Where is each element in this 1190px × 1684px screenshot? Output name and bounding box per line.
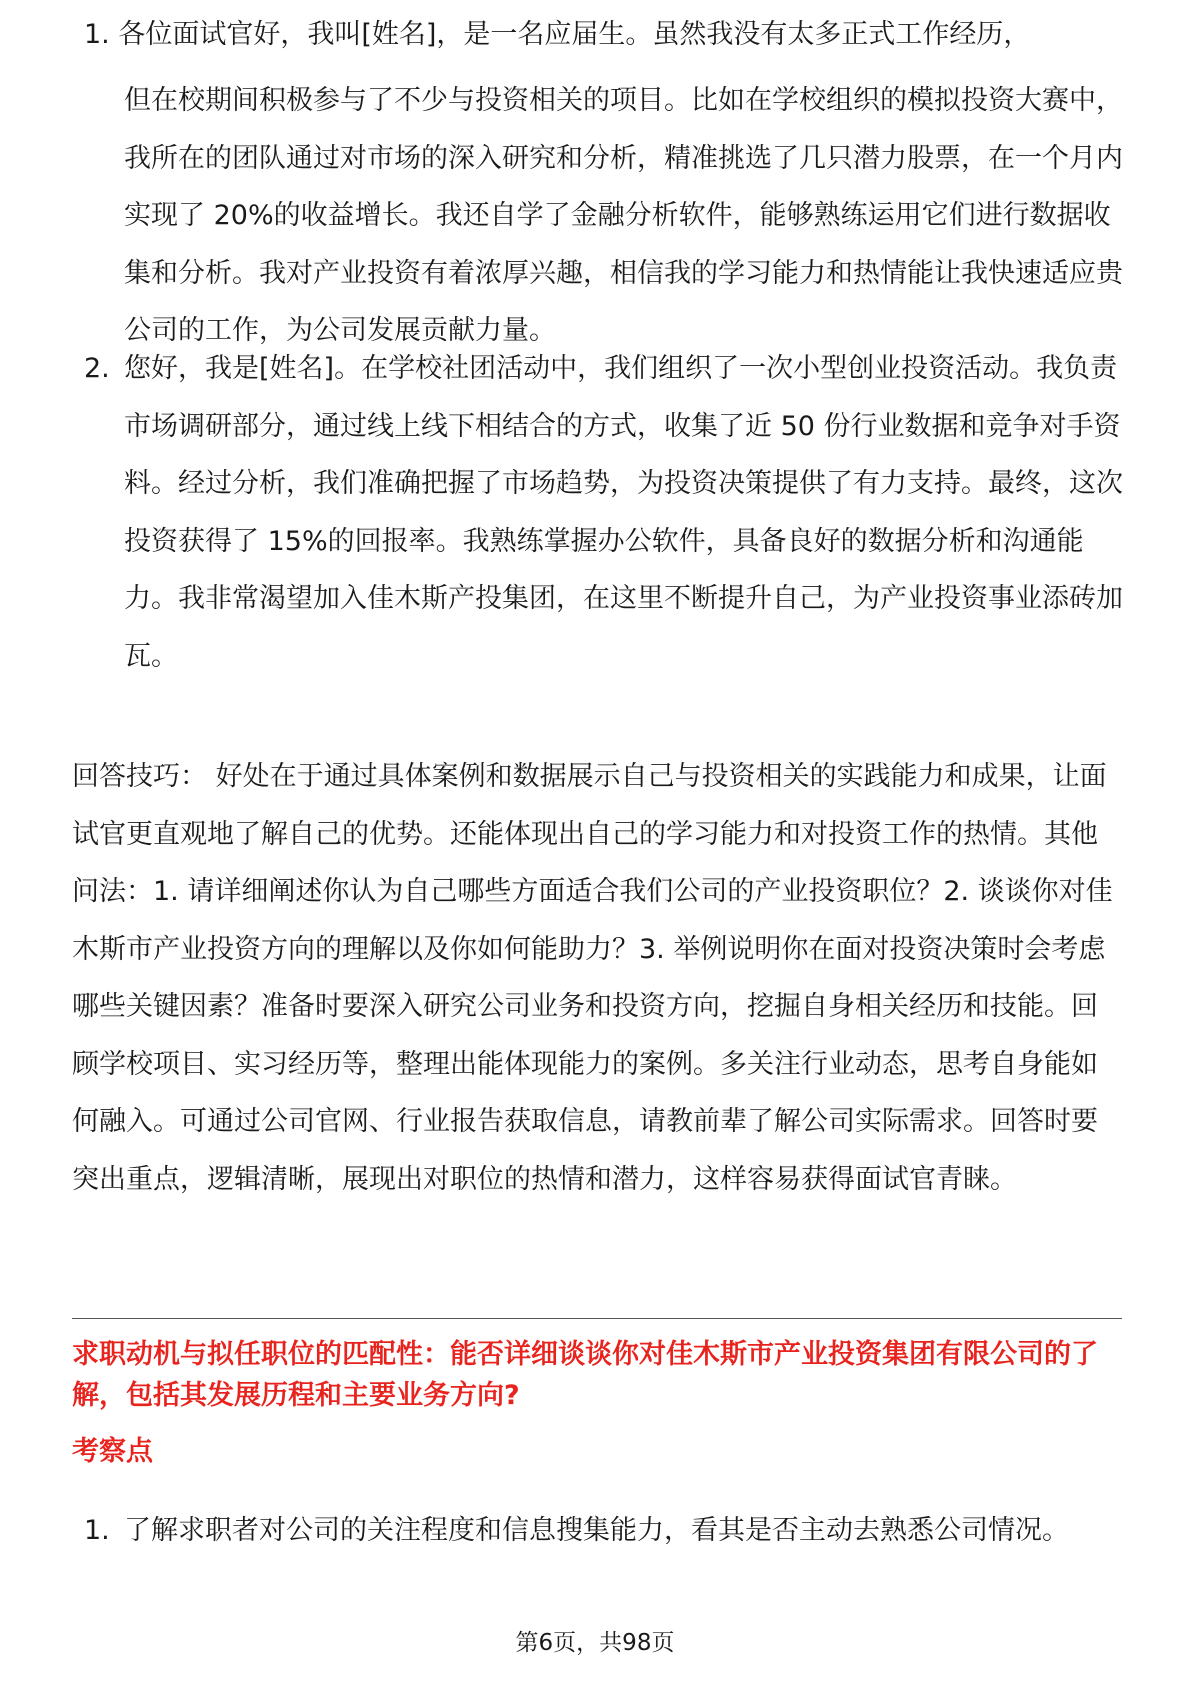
clipped-answer-text: 1. 各位面试官好，我叫[姓名]，是一名应届生。虽然我没有太多正式工作经历，: [84, 19, 1031, 50]
answer-tips-paragraph: 回答技巧： 好处在于通过具体案例和数据展示自己与投资相关的实践能力和成果，让面试官更直观地了解自己的优势。还能体现出自己的学习能力和对投资工作的热情。其他问法：1. 请详细阐述你认为自己哪些方面适合我们公司的产业投资职位？2. 谈谈你对佳木斯市产业投资方向的理解以及你如何能助力？3. 举例说明你在面对投资决策时会考虑哪些关键因素？准备时要深入研究公司业务和投资方向，挖掘自身相关经历和技能。回顾学校项目、实习经历等，整理出能体现能力的案例。多关注行业动态，思考自身能如何融入。可通过公司官网、行业报告获取信息，请教前辈了解公司实际需求。回答时要突出重点，逻辑清晰，展现出对职位的热情和潜力，这样容易获得面试官青睐。: [72, 761, 1113, 1195]
assessment-points-label: 考察点: [72, 1436, 153, 1467]
point-text: 了解求职者对公司的关注程度和信息搜集能力，看其是否主动去熟悉公司情况。: [124, 1515, 1069, 1546]
assessment-point-1: [84, 1502, 1134, 1560]
section-divider: [72, 1318, 1122, 1319]
interview-question-heading: 求职动机与拟任职位的匹配性：能否详细谈谈你对佳木斯市产业投资集团有限公司的了解，包括其发展历程和主要业务方向?: [72, 1339, 1098, 1411]
page-footer: 第6页，共98页: [515, 1630, 675, 1656]
answer-item-1-continued: [84, 72, 1134, 360]
answer-text: 但在校期间积极参与了不少与投资相关的项目。比如在学校组织的模拟投资大赛中，我所在的团队通过对市场的深入研究和分析，精准挑选了几只潜力股票，在一个月内实现了 20%的收益增长。我还自学了金融分析软件，能够熟练运用它们进行数据收集和分析。我对产业投资有着浓厚兴趣，相信我的学习能力和热情能让我快速适应贵公司的工作，为公司发展贡献力量。: [124, 85, 1123, 346]
answer-number: 2.: [84, 353, 110, 384]
answer-text: 您好，我是[姓名]。在学校社团活动中，我们组织了一次小型创业投资活动。我负责市场调研部分，通过线上线下相结合的方式，收集了近 50 份行业数据和竞争对手资料。经过分析，我们准确把握了市场趋势，为投资决策提供了有力支持。最终，这次投资获得了 15%的回报率。我熟练掌握办公软件，具备良好的数据分析和沟通能力。我非常渴望加入佳木斯产投集团，在这里不断提升自己，为产业投资事业添砖加瓦。: [124, 353, 1123, 672]
answer-item-2: [84, 340, 1134, 685]
point-number: 1.: [84, 1515, 110, 1546]
clipped-answer-line: [84, 19, 1134, 58]
